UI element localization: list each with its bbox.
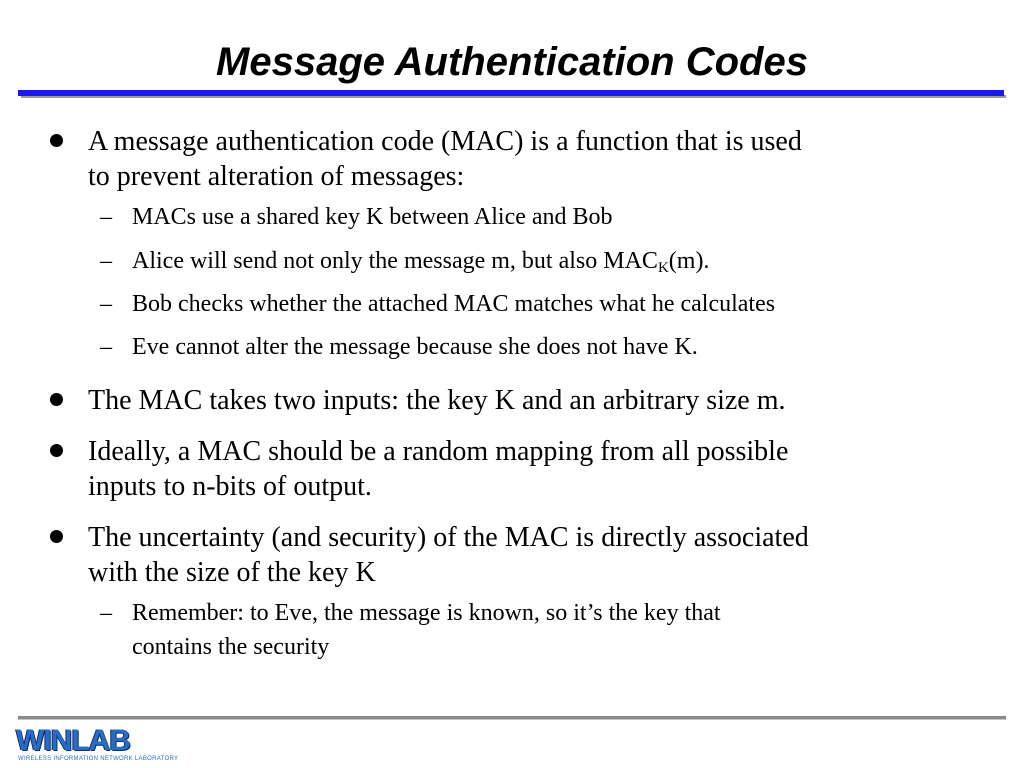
sub-bullet-item [100, 330, 982, 364]
logo-tagline: WIRELESS INFORMATION NETWORK LABORATORY [18, 756, 179, 762]
bullet-item [88, 124, 978, 194]
sub-bullet-dash: – [100, 291, 112, 317]
sub-bullet-dash: – [100, 600, 112, 626]
bullet-text-line: with the size of the key K [88, 557, 376, 588]
logo-wordmark: WINLAB [16, 724, 130, 757]
bullet-text-line: to prevent alteration of messages: [88, 161, 465, 192]
sub-bullet-text: Remember: to Eve, the message is known, so it’s the key that [132, 600, 721, 626]
sub-bullet-text: MACs use a shared key K between Alice and Bob [132, 204, 613, 230]
sub-bullet-dash: – [100, 204, 112, 230]
sub-bullet-text: Eve cannot alter the message because she does not have K. [132, 334, 698, 360]
sub-bullet-text-tail: (m). [668, 248, 710, 274]
sub-bullet-text: Bob checks whether the attached MAC matches what he calculates [132, 291, 776, 317]
sub-bullet-item [100, 244, 982, 278]
footer-rule-highlight [18, 719, 1006, 720]
footer-rule [18, 716, 1006, 721]
sub-bullet-dash: – [100, 334, 112, 360]
bullet-text-line: The MAC takes two inputs: the key K and an arbitrary size m. [88, 385, 786, 416]
bullet-dot [50, 134, 63, 147]
bullet-dot [50, 530, 63, 543]
bullet-dot [50, 393, 63, 406]
sub-bullet-text: Alice will send not only the message m, but also MAC [132, 248, 658, 274]
bullet-item [88, 383, 978, 418]
sub-bullet-item [100, 200, 982, 234]
sub-bullet-item [100, 596, 982, 664]
sub-bullet-text: contains the security [132, 634, 330, 660]
sub-bullet-dash: – [100, 248, 112, 274]
bullet-dot [50, 444, 63, 457]
bullet-item [88, 434, 978, 504]
sub-bullet-item [100, 287, 982, 321]
bullet-text-line: inputs to n-bits of output. [88, 471, 372, 502]
bullet-text-line: Ideally, a MAC should be a random mapping from all possible [88, 436, 789, 467]
title-underline-bar [18, 90, 1004, 96]
bullet-text-line: The uncertainty (and security) of the MAC is directly associated [88, 522, 809, 553]
slide-title: Message Authentication Codes [216, 40, 808, 84]
subscript-k: K [657, 260, 669, 276]
bullet-text-line: A message authentication code (MAC) is a function that is used [88, 126, 802, 157]
bullet-item [88, 520, 978, 590]
title-underline [18, 90, 1006, 99]
winlab-logo [16, 724, 179, 764]
